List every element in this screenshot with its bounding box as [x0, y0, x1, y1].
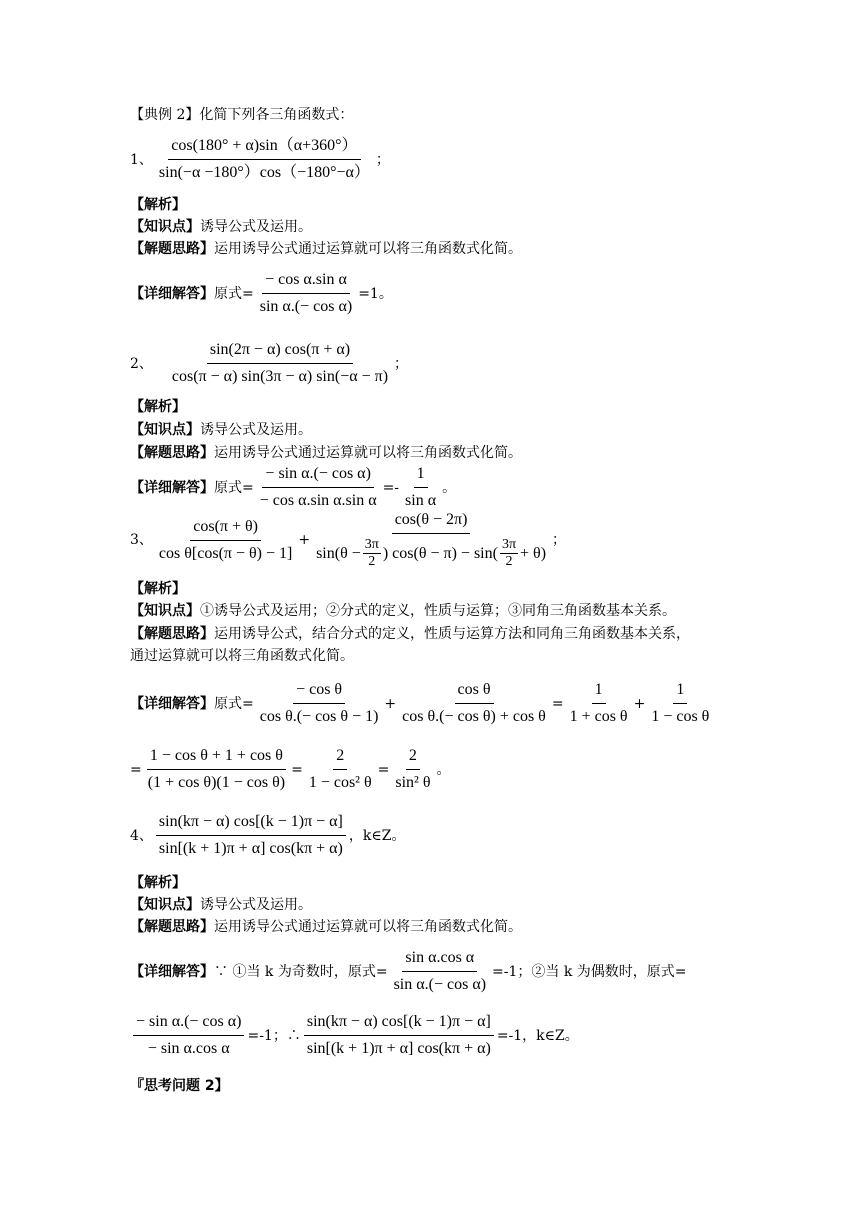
p3-b1-numerator: 1 − cos θ + 1 + cos θ — [147, 746, 286, 770]
problem-3-fraction-1 — [156, 517, 295, 564]
problem-3 — [130, 510, 566, 570]
p2-answer-denominator: − cos α.sin α.sin α — [259, 492, 377, 509]
problem-4-index: 4、 — [130, 827, 153, 844]
problem-3-f2-den-b-num: 3π — [364, 537, 379, 552]
problem-1-index: 1、 — [130, 151, 153, 168]
p3-answer-fraction-4 — [648, 680, 712, 727]
example-title-text: 【典例 2】化简下列各三角函数式： — [130, 107, 354, 123]
p3-knowledge-text: ①诱导公式及运用；②分式的定义，性质与运算；③同角三角函数基本关系。 — [200, 603, 676, 619]
p2-idea-text: 运用诱导公式通过运算就可以将三角函数式化简。 — [214, 445, 522, 461]
p1-answer-tail: =1。 — [358, 285, 393, 302]
p4-knowledge — [130, 896, 312, 914]
p3-idea-text-1: 运用诱导公式，结合分式的定义，性质与运算方法和同角三角函数基本关系， — [214, 626, 690, 642]
p2-answer — [130, 464, 456, 511]
problem-2 — [130, 340, 408, 387]
p4-answer-c2-numerator: sin(kπ − α) cos[(k − 1)π − α] — [304, 1012, 494, 1036]
p2-answer-fraction-2 — [402, 464, 439, 511]
p1-idea-text: 运用诱导公式通过运算就可以将三角函数式化简。 — [214, 241, 522, 257]
p4-answer-c-mid: =-1；∴ — [247, 1027, 301, 1044]
p3-answer-plus-1: + — [384, 695, 397, 712]
p2-answer-fraction — [257, 464, 380, 511]
p3-a4-numerator: 1 — [673, 680, 687, 704]
p3-b3-numerator: 2 — [406, 746, 420, 770]
p3-answer-line-2 — [130, 746, 451, 793]
p2-knowledge — [130, 421, 312, 439]
p4-idea — [130, 918, 522, 936]
p3-idea-label: 【解题思路】 — [130, 626, 214, 642]
p1-knowledge-label: 【知识点】 — [130, 219, 200, 235]
p4-answer-a-denominator: sin α.(− cos α) — [393, 976, 487, 993]
p1-answer-label: 【详细解答】 — [130, 285, 214, 302]
p2-answer-denominator-2: sin α — [405, 492, 437, 509]
p3-a3-denominator: 1 + cos θ — [569, 708, 628, 725]
problem-3-f2-den-e: + θ) — [520, 544, 547, 562]
p3-answer-fraction-7 — [392, 746, 433, 793]
problem-3-f2-den-d-num: 3π — [501, 537, 517, 552]
p1-answer-numerator: − cos α.sin α — [262, 270, 350, 294]
problem-1-numerator: cos(180° + α)sin（α+360°） — [168, 136, 360, 160]
p1-jiexi: 【解析】 — [130, 197, 186, 213]
p3-answer-tail: 。 — [436, 761, 451, 778]
p1-answer-denominator: sin α.(− cos α) — [259, 298, 353, 315]
problem-3-fraction-2 — [313, 510, 549, 570]
problem-4 — [130, 812, 405, 859]
p3-a1-denominator: cos θ.(− cos θ − 1) — [259, 708, 379, 725]
problem-3-f2-numerator: cos(θ − 2π) — [392, 510, 471, 534]
p2-idea-label: 【解题思路】 — [130, 445, 214, 461]
problem-1-fraction — [156, 136, 373, 183]
problem-3-f1-denominator: cos θ[cos(π − θ) − 1] — [158, 544, 293, 562]
p3-idea-line-2 — [130, 647, 354, 665]
p3-answer-label: 【详细解答】 — [130, 695, 214, 712]
p2-jiexi: 【解析】 — [130, 399, 186, 415]
p1-answer-fraction — [257, 270, 355, 317]
p4-jiexi: 【解析】 — [130, 875, 186, 891]
p4-knowledge-text: 诱导公式及运用。 — [200, 897, 312, 913]
p2-answer-prefix: 原式= — [214, 479, 254, 496]
p3-idea-text-2: 通过运算就可以将三角函数式化简。 — [130, 648, 354, 664]
p3-a1-numerator: − cos θ — [293, 680, 345, 704]
p3-answer-eq-3: = — [291, 761, 303, 778]
problem-4-fraction — [156, 812, 346, 859]
p3-jiexi: 【解析】 — [130, 581, 186, 597]
p3-answer-fraction-1 — [257, 680, 382, 727]
problem-1-end: ； — [375, 151, 390, 168]
p3-answer-prefix: 原式= — [214, 695, 254, 712]
problem-3-end: ； — [552, 532, 567, 548]
p4-answer-c-tail: =-1，k∈Z。 — [496, 1027, 579, 1044]
problem-3-f2-denominator — [313, 534, 549, 570]
p4-knowledge-label: 【知识点】 — [130, 897, 200, 913]
p3-answer-fraction-3 — [567, 680, 631, 727]
p3-answer-eq-2: = — [130, 761, 142, 778]
p3-answer-fraction-2 — [399, 680, 549, 727]
p4-idea-text: 运用诱导公式通过运算就可以将三角函数式化简。 — [214, 919, 522, 935]
problem-3-f2-den-c: ) cos(θ − π) − sin( — [382, 544, 498, 562]
p4-answer-c-denominator: − sin α.cos α — [147, 1040, 230, 1057]
p3-answer-plus-2: + — [633, 695, 646, 712]
p2-answer-tail: 。 — [442, 479, 457, 496]
p3-answer-eq-4: = — [377, 761, 390, 778]
problem-3-plus: + — [298, 532, 311, 548]
p4-answer-a-numerator: sin α.cos α — [402, 948, 477, 972]
problem-2-fraction — [169, 340, 391, 387]
problem-3-f2-den-a: sin(θ − — [316, 544, 361, 562]
problem-4-numerator: sin(kπ − α) cos[(k − 1)π − α] — [156, 812, 346, 836]
p3-a4-denominator: 1 − cos θ — [651, 708, 710, 725]
p4-idea-label: 【解题思路】 — [130, 919, 214, 935]
p3-answer-fraction-6 — [306, 746, 375, 793]
p1-idea-label: 【解题思路】 — [130, 241, 214, 257]
problem-3-f2-den-b-den: 2 — [368, 554, 376, 569]
p3-a3-numerator: 1 — [592, 680, 606, 704]
p3-knowledge-label: 【知识点】 — [130, 603, 200, 619]
problem-1 — [130, 136, 390, 183]
problem-2-denominator: cos(π − α) sin(3π − α) sin(−α − π) — [171, 368, 389, 385]
p3-knowledge — [130, 602, 676, 620]
p2-answer-label: 【详细解答】 — [130, 479, 214, 496]
p4-answer-fraction-1 — [391, 948, 489, 995]
p3-answer — [130, 680, 715, 727]
problem-4-denominator: sin[(k + 1)π + α] cos(kπ + α) — [158, 840, 343, 857]
p4-answer — [130, 948, 687, 995]
p3-b1-denominator: (1 + cos θ)(1 − cos θ) — [147, 774, 286, 791]
problem-2-end: ； — [394, 355, 409, 372]
p1-answer — [130, 270, 393, 317]
p2-answer-mid: =- — [382, 479, 400, 496]
p4-answer-b: =-1；②当 k 为偶数时，原式= — [492, 963, 687, 980]
p2-knowledge-label: 【知识点】 — [130, 422, 200, 438]
p1-knowledge-text: 诱导公式及运用。 — [200, 219, 312, 235]
p4-answer-a: ∵ ①当 k 为奇数时，原式= — [214, 963, 388, 980]
p4-answer-label: 【详细解答】 — [130, 963, 214, 980]
p3-answer-eq-1: = — [551, 695, 564, 712]
p4-answer-line-2 — [130, 1012, 579, 1059]
p3-b2-denominator: 1 − cos² θ — [308, 774, 372, 791]
problem-3-index: 3、 — [130, 532, 153, 548]
problem-3-f1-numerator: cos(π + θ) — [190, 517, 261, 541]
p4-answer-c-numerator: − sin α.(− cos α) — [133, 1012, 244, 1036]
p2-idea — [130, 444, 522, 462]
p4-answer-c2-denominator: sin[(k + 1)π + α] cos(kπ + α) — [306, 1040, 491, 1057]
p2-answer-numerator: − sin α.(− cos α) — [262, 464, 373, 488]
p3-b3-denominator: sin² θ — [395, 774, 431, 791]
p3-a2-denominator: cos θ.(− cos θ) + cos θ — [402, 708, 546, 725]
p3-idea — [130, 625, 690, 643]
example-title — [130, 106, 353, 124]
thinking-problem-heading: 『思考问题 2】 — [130, 1078, 229, 1094]
problem-1-denominator: sin(−α −180°）cos（−180°−α） — [158, 164, 370, 181]
problem-3-f2-den-d — [500, 537, 518, 570]
p2-answer-numerator-2: 1 — [414, 464, 428, 488]
p3-b2-numerator: 2 — [333, 746, 347, 770]
problem-2-numerator: sin(2π − α) cos(π + α) — [207, 340, 353, 364]
problem-4-end: ，k∈Z。 — [348, 827, 406, 844]
p1-knowledge — [130, 218, 312, 236]
p1-answer-prefix: 原式= — [214, 285, 254, 302]
problem-2-index: 2、 — [130, 355, 153, 372]
p4-answer-fraction-3 — [304, 1012, 494, 1059]
problem-3-f2-den-d-den: 2 — [505, 554, 513, 569]
p4-answer-fraction-2 — [133, 1012, 244, 1059]
p3-a2-numerator: cos θ — [455, 680, 494, 704]
problem-3-f2-den-b — [363, 537, 381, 570]
p3-answer-fraction-5 — [145, 746, 288, 793]
p1-idea — [130, 240, 522, 258]
p2-knowledge-text: 诱导公式及运用。 — [200, 422, 312, 438]
